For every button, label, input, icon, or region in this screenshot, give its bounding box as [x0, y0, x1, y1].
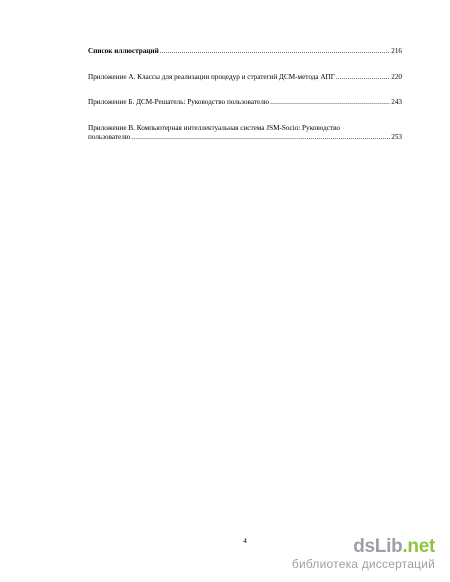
- toc-entry-appendix-a[interactable]: [88, 73, 402, 83]
- watermark-tagline: библиотека диссертаций: [291, 557, 435, 571]
- watermark-brand: [292, 537, 435, 557]
- toc-leader-dots: [160, 47, 391, 57]
- toc-line: [88, 47, 402, 57]
- page-number: 4: [243, 537, 247, 545]
- toc-entry-page: 243: [391, 98, 402, 107]
- toc-entry-illustrations[interactable]: [88, 47, 402, 57]
- toc-line-second: [88, 133, 402, 143]
- toc-entry-title: Приложение А. Классы для реализации процедур и стратегий ДСМ-метода АПГ: [88, 72, 335, 81]
- toc-entry-page: 220: [391, 72, 402, 81]
- toc-line: [88, 98, 402, 108]
- toc-entry-title: Приложение Б. ДСМ-Решатель: Руководство пользователю: [88, 98, 270, 107]
- toc-entry-page: 253: [391, 133, 402, 142]
- toc-entry-page: 216: [391, 47, 402, 55]
- toc-entry-title-continued: пользователю: [88, 133, 131, 142]
- watermark-logo: [292, 537, 435, 571]
- watermark-brand-main: dsLib: [353, 536, 403, 557]
- toc-entry-title: Список иллюстраций: [88, 47, 159, 55]
- toc-line: [88, 73, 402, 83]
- toc-line-first: [88, 124, 402, 134]
- toc-entry-appendix-v[interactable]: [88, 124, 402, 143]
- toc-leader-dots: [270, 98, 390, 108]
- toc-leader-dots: [131, 133, 390, 143]
- toc-entry-title: Приложение В. Компьютерная интеллектуальная система JSM-Socio: Руководство: [88, 123, 341, 132]
- toc-entry-appendix-b[interactable]: [88, 98, 402, 108]
- table-of-contents: [88, 47, 402, 159]
- watermark-brand-suffix: .net: [402, 536, 435, 557]
- toc-leader-dots: [336, 73, 390, 83]
